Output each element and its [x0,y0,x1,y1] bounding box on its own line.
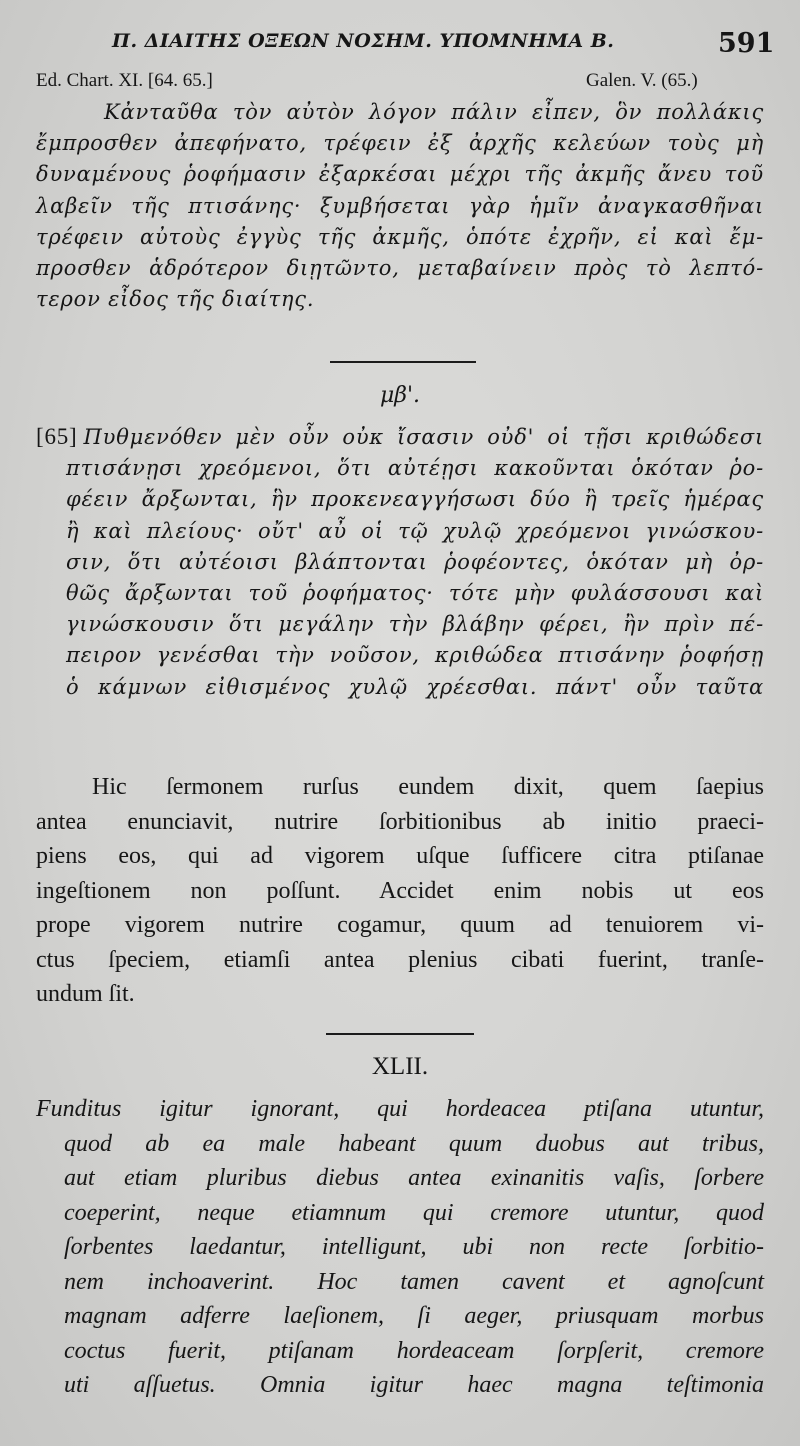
latin-aphorism-paragraph [36,1092,764,1403]
text-line: coctus fuerit, ptiſanam hordeaceam ſorpſerit, cremore [64,1337,764,1364]
text-line: Κἀνταῦθα τὸν αὐτὸν λόγον πάλιν εἶπεν, ὃν πολλάκις [104,100,764,124]
section-number-greek: μβ'. [379,383,421,408]
text-line: coeperint, neque etiamnum qui cremore utuntur, quod [64,1199,764,1226]
section-divider [330,361,476,363]
text-line: undum ſit. [36,981,135,1007]
page-number: 591 [718,28,775,59]
text-line-content: Πυθμενόθεν μὲν οὖν οὐκ ἴσασιν οὐδ' οἱ τῇσι κριθώδεσι [83,425,764,449]
text-line: δυναμένους ῥοφήμασιν ἐξαρκέσαι μέχρι τῆς ἀκμῆς ἄνευ τοῦ [36,162,764,187]
text-line: uti aſſuetus. Omnia igitur haec magna teſtimonia [64,1372,764,1398]
text-line [36,421,764,453]
text-line: λαβεῖν τῆς πτισάνης· ξυμβήσεται γὰρ ἡμῖν ἀναγκασθῆναι [36,193,764,218]
text-line: ἔμπροσθεν ἀπεφήνατο, τρέφειν ἐξ ἀρχῆς κελεύων τοὺς μὴ [36,131,764,156]
text-line: ὁ κάμνων εἰθισμένος χυλῷ χρέεσθαι. πάντ' οὖν ταῦτα [66,674,764,699]
text-line: piens eos, qui ad vigorem uſque ſufficere citra ptiſanae [36,843,764,869]
text-line: σιν, ὅτι αὐτέοισι βλάπτονται ῥοφέοντες, ὁκόταν μὴ ὀρ- [66,549,764,574]
section-number-roman: XLII. [371,1053,429,1080]
text-line: aut etiam pluribus diebus antea exinanitis vaſis, ſorbere [64,1165,764,1191]
text-line: πτισάνῃσι χρεόμενοι, ὅτι αὐτέῃσι κακοῦνται ὁκόταν ῥο- [66,456,764,481]
edition-reference-left: Ed. Chart. XI. [64. 65.] [36,70,213,91]
section-divider [326,1033,474,1035]
text-line: nem inchoaverint. Hoc tamen cavent et agnoſcunt [64,1268,764,1295]
text-line: προσθεν ἁδρότερον διῃτῶντο, μεταβαίνειν πρὸς τὸ λεπτό- [36,256,764,281]
text-line: τρέφειν αὐτοὺς ἐγγὺς τῆς ἀκμῆς, ὁπότε ἐχρῆν, εἰ καὶ ἔμ- [36,224,764,249]
text-line: quod ab ea male habeant quum duobus aut tribus, [64,1130,764,1157]
text-line: prope vigorem nutrire cogamur, quum ad tenuiorem vi- [36,912,764,938]
text-line: ingeſtionem non poſſunt. Accidet enim nobis ut eos [36,877,764,904]
edition-reference-right: Galen. V. (65.) [586,70,698,91]
text-line: τερον εἶδος τῆς διαίτης. [36,287,315,312]
greek-aphorism-paragraph [36,421,764,703]
text-line: ἢ καὶ πλείους· οὔτ' αὖ οἱ τῷ χυλῷ χρεόμενοι γινώσκου- [66,518,764,543]
text-line: πειρον γενέσθαι τὴν νοῦσον, κριθώδεα πτισάνην ῥοφήσῃ [66,643,764,668]
text-line: γινώσκουσιν ὅτι μεγάλην τὴν βλάβην φέρει, ἢν πρὶν πέ- [66,612,764,637]
text-line: θῶς ἄρξωνται τοῦ ῥοφήματος· τότε μὴν φυλάσσουσι καὶ [66,581,764,606]
text-line: ctus ſpeciem, etiamſi antea plenius cibati fuerint, tranſe- [36,946,764,973]
text-line: magnam adferre laeſionem, ſi aeger, priusquam morbus [64,1303,764,1329]
text-line: Funditus igitur ignorant, qui hordeacea ptiſana utuntur, [36,1096,764,1122]
greek-commentary-paragraph [36,97,764,315]
text-line: antea enunciavit, nutrire ſorbitionibus ab initio praeci- [36,808,764,835]
latin-commentary-paragraph [36,770,764,1012]
text-line: φέειν ἄρξωνται, ἣν προκενεαγγήσωσι δύο ἢ τρεῖς ἡμέρας [66,487,764,512]
page-reference-marker: [65] [36,424,78,449]
text-line: Hic ſermonem rurſus eundem dixit, quem ſaepius [92,774,764,800]
text-line: ſorbentes laedantur, intelligunt, ubi non recte ſorbitio- [64,1234,764,1260]
running-head: Π. ΔΙΑΙΤΗΣ ΟΞΕΩΝ ΝΟΣΗΜ. ΥΠΟΜΝΗΜΑ Β. [112,30,615,52]
